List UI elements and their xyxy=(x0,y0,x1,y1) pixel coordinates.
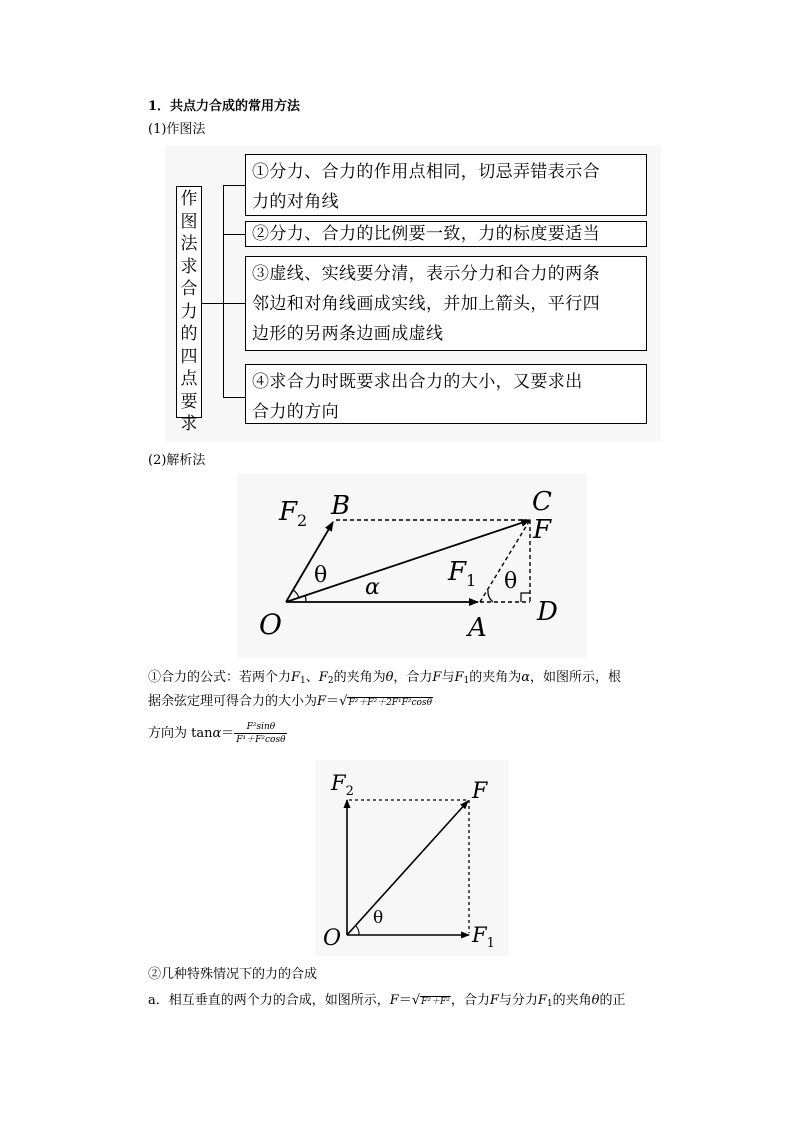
root-char: 点 xyxy=(180,369,198,389)
connector-branch-1 xyxy=(223,185,245,186)
connector-branch-2 xyxy=(223,234,245,235)
theta-arc-right xyxy=(488,590,493,602)
branch-line: 邻边和对角线画成实线，并加上箭头，平行四 xyxy=(252,294,600,314)
connector-root xyxy=(202,303,224,304)
connector-trunk xyxy=(223,185,224,397)
branch-line: 合力的方向 xyxy=(252,402,339,422)
root-char: 的 xyxy=(180,324,198,344)
root-char: 作 xyxy=(180,189,198,209)
root-char: 求 xyxy=(180,414,198,434)
root-char: 四 xyxy=(180,346,198,367)
label-D: D xyxy=(537,597,558,627)
branch-line: 力的对角线 xyxy=(252,192,339,212)
root-char: 力 xyxy=(180,301,198,322)
perpendicular-case-line: a．相互垂直的两个力的合成，如图所示，F＝√F²＋F²，合力F与分力$F_1$的夹角θ的正 xyxy=(148,993,626,1009)
figure-rectangle xyxy=(315,760,509,956)
label-F: F xyxy=(533,515,552,545)
parallelogram-svg xyxy=(237,474,587,658)
label-A: A xyxy=(468,613,487,643)
rectangle-svg xyxy=(315,760,509,956)
magnitude-formula: F²＋F²＋2F¹F²cosθ xyxy=(348,698,432,708)
label-theta: θ xyxy=(373,908,384,928)
branch-line: 边形的另两条边画成虚线 xyxy=(252,324,444,344)
label-theta-left: θ xyxy=(314,563,328,588)
sqrt-symbol: √ xyxy=(411,993,421,1008)
label-B: B xyxy=(331,491,351,521)
label-F2: $F_2$ xyxy=(279,497,308,530)
alpha-arc xyxy=(305,595,306,602)
branch-line: ②分力、合力的比例要一致，力的标度要适当 xyxy=(252,224,600,244)
branch-line: ①分力、合力的作用点相同，切忌弄错表示合 xyxy=(252,162,600,182)
subheading-analytic-method: (2)解析法 xyxy=(148,453,206,468)
mindmap-branch-2 xyxy=(245,221,647,247)
label-F: F xyxy=(472,779,488,804)
mindmap-branch-4 xyxy=(245,364,647,424)
label-F1: $F_1$ xyxy=(448,557,477,590)
connector-branch-3 xyxy=(223,303,245,304)
label-O: O xyxy=(259,608,282,641)
label-O: O xyxy=(323,926,342,951)
connector-branch-4 xyxy=(223,397,245,398)
label-C: C xyxy=(532,487,552,517)
vector-F xyxy=(347,801,468,935)
mindmap-branch-3 xyxy=(245,256,647,351)
root-char: 求 xyxy=(180,256,198,277)
branch-line: ④求合力时既要求出合力的大小，又要求出 xyxy=(252,372,583,392)
root-char: 合 xyxy=(180,279,198,299)
vector-F xyxy=(286,520,530,602)
root-char: 法 xyxy=(180,234,198,254)
special-cases-heading: ②几种特殊情况下的力的合成 xyxy=(148,967,318,982)
figure-parallelogram xyxy=(237,474,587,658)
mindmap-branch-1 xyxy=(245,154,647,216)
mindmap-root xyxy=(176,186,202,434)
mindmap-panel xyxy=(165,146,661,442)
label-theta-right: θ xyxy=(504,569,518,594)
formula-paragraph-line1: ①合力的公式：若两个力$F_1$、$F_2$的夹角为θ，合力F与$F_1$的夹角为α，如图所示，根 xyxy=(148,670,622,686)
root-char: 图 xyxy=(180,211,198,232)
label-F1: $F_1$ xyxy=(472,923,495,951)
theta-arc xyxy=(356,926,359,935)
direction-formula: 方向为 tanα＝ $\frac{\text{F²sinθ}}{\text{F¹＋F²cosθ}}$ xyxy=(148,722,286,745)
label-alpha: α xyxy=(365,575,380,600)
subheading-graphical-method: (1)作图法 xyxy=(148,122,206,137)
perpendicular-formula: F²＋F² xyxy=(421,997,450,1007)
direction-fraction: $\frac{\text{F²sinθ}}{\text{F¹＋F²cosθ}}$ xyxy=(236,722,286,745)
sqrt-symbol: √ xyxy=(339,694,348,709)
label-F2: $F_2$ xyxy=(331,771,354,799)
formula-paragraph-line2: 据余弦定理可得合力的大小为F＝√F²＋F²＋2F¹F²cosθ xyxy=(148,694,432,709)
theta-arc-left xyxy=(293,590,299,598)
section-heading: 1．共点力合成的常用方法 xyxy=(148,99,301,114)
root-char: 要 xyxy=(180,391,198,412)
right-angle-mark xyxy=(521,593,530,602)
branch-line: ③虚线、实线要分清，表示分力和合力的两条 xyxy=(252,264,600,284)
